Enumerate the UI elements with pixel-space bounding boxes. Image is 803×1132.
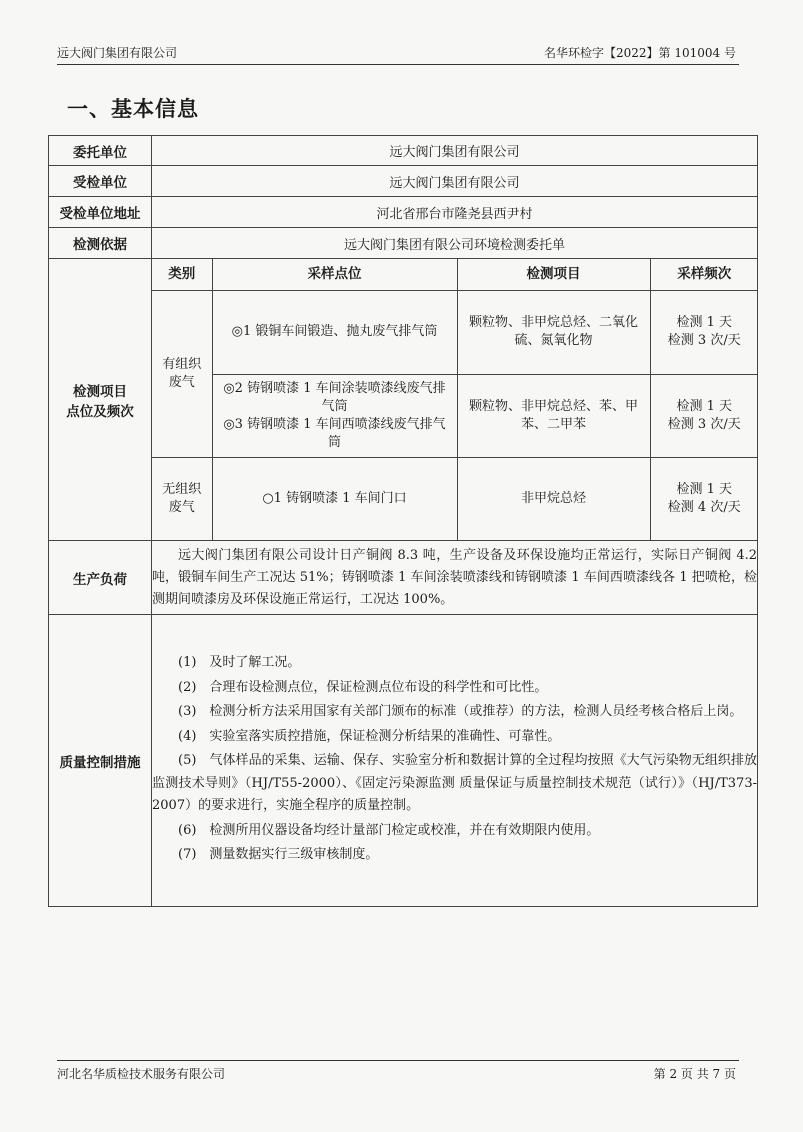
page-number: 第 2 页 共 7 页 [653,1067,736,1081]
quality-item: (7) 测量数据实行三级审核制度。 [178,847,379,863]
quality-label: 质量控制措施 [49,615,152,907]
quality-item: (5) 气体样品的采集、运输、保存、实验室分析和数据计算的全过程均按照《大气污染物无组织排放监测技术导则》（HJ/T55-2000）、《固定污染源监测 质量保证与质量控制技术规范（试行）》（HJ/T373-2007）的要求进行，实施全程序的质量控制。 [152,753,757,814]
item-2: 颗粒物、非甲烷总烃、苯、甲苯、二甲苯 [457,374,650,457]
quality-item: (6) 检测所用仪器设备均经计量部门检定或校准，并在有效期限内使用。 [178,822,600,838]
basis-label: 检测依据 [49,228,152,259]
header-divider [57,64,739,65]
client-value: 远大阀门集团有限公司 [152,136,758,166]
address-row [49,197,758,228]
sampling-cell [152,259,758,541]
col-item: 检测项目 [457,259,650,290]
header-report-number: 名华环检字【2022】第 101004 号 [544,46,736,60]
client-row [49,136,758,166]
quality-row [49,615,758,907]
sampling-label [49,259,152,541]
client-label: 委托单位 [49,136,152,166]
col-category: 类别 [152,259,212,290]
quality-item: (3) 检测分析方法采用国家有关部门颁布的标准（或推荐）的方法，检测人员经考核合格后上岗。 [178,704,743,720]
basis-value: 远大阀门集团有限公司环境检测委托单 [152,228,758,259]
col-frequency: 采样频次 [650,259,758,290]
quality-item: (1) 及时了解工况。 [178,655,301,671]
production-row [49,541,758,615]
header-company: 远大阀门集团有限公司 [57,46,178,60]
item-1: 颗粒物、非甲烷总烃、二氧化硫、氮氧化物 [457,290,650,374]
sampling-row-unorganized [152,457,758,540]
production-label: 生产负荷 [49,541,152,615]
basic-info-table [48,135,758,907]
category-unorganized: 无组织 废气 [152,457,212,540]
address-value: 河北省邢台市隆尧县西尹村 [152,197,758,228]
col-point: 采样点位 [212,259,457,290]
point-unorganized: ○1 铸钢喷漆 1 车间门口 [212,457,457,540]
address-label: 受检单位地址 [49,197,152,228]
quality-item: (4) 实验室落实质控措施，保证检测分析结果的准确性、可靠性。 [178,728,561,744]
point-2-3: ◎2 铸钢喷漆 1 车间涂装喷漆线废气排气筒 ◎3 铸钢喷漆 1 车间西喷漆线废气排气筒 [212,374,457,457]
quality-item: (2) 合理布设检测点位，保证检测点位布设的科学性和可比性。 [178,679,548,695]
point-1: ◎1 锻铜车间锻造、抛丸废气排气筒 [212,290,457,374]
sampling-label-line1: 检测项目 [73,383,127,400]
frequency-2: 检测 1 天 检测 3 次/天 [650,374,758,457]
sampling-row [49,259,758,541]
quality-list [152,615,758,907]
frequency-1: 检测 1 天 检测 3 次/天 [650,290,758,374]
frequency-unorganized: 检测 1 天 检测 4 次/天 [650,457,758,540]
basis-row [49,228,758,259]
sampling-row-organized-2 [152,374,758,457]
production-text: 远大阀门集团有限公司设计日产铜阀 8.3 吨，生产设备及环保设施均正常运行，实际日产铜阀 4.2 吨，锻铜车间生产工况达 51%；铸钢喷漆 1 车间涂装喷漆线和铸钢喷漆 1 车间西喷漆线各 1 把喷枪，检测期间喷漆房及环保设施正常运行，工况达 100%。 [152,541,758,615]
sampling-header-row [152,259,758,290]
item-unorganized: 非甲烷总烃 [457,457,650,540]
inspected-row [49,166,758,197]
sampling-label-line2: 点位及频次 [66,403,134,420]
footer-company: 河北名华质检技术服务有限公司 [57,1067,226,1081]
inspected-value: 远大阀门集团有限公司 [152,166,758,197]
footer-divider [57,1060,739,1061]
category-organized: 有组织 废气 [152,290,212,457]
section-title: 一、基本信息 [67,96,199,121]
inspected-label: 受检单位 [49,166,152,197]
sampling-table [152,259,758,540]
sampling-row-organized-1 [152,290,758,374]
